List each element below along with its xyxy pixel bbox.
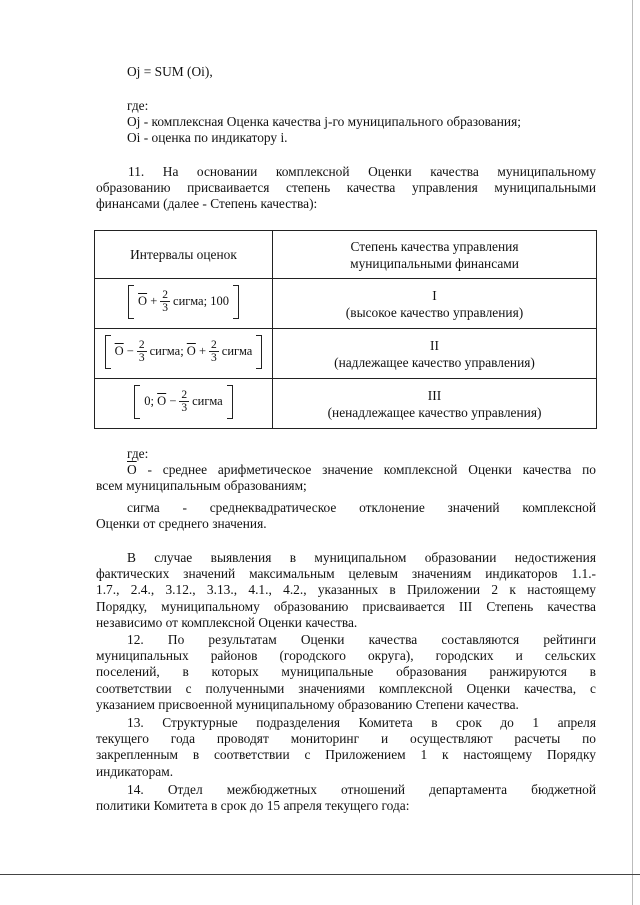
where-label: где: bbox=[127, 98, 149, 113]
paragraph-12: 12. По результатам Оценки качества составляются рейтинги муниципальных районов (городского округа), городских и сельских поселений, в которых муниципальные образования ранжируются в соответствии с полученными значениями комплексной Оценки качества, с указанием присвоенной муниципальному образованию Степени качества. bbox=[96, 632, 596, 712]
degree-iii: III (ненадлежащее качество управления) bbox=[273, 379, 597, 429]
interval-adequate bbox=[95, 329, 273, 379]
interval-inadequate bbox=[95, 379, 273, 429]
where-label-2: где: bbox=[127, 446, 149, 461]
definition-oj: Oj - комплексная Оценка качества j-го муниципального образования; bbox=[127, 114, 521, 129]
degree-ii: II (надлежащее качество управления) bbox=[273, 329, 597, 379]
page-bottom-rule bbox=[0, 874, 640, 875]
page-edge bbox=[632, 0, 633, 905]
degree-i: I (высокое качество управления) bbox=[273, 279, 597, 329]
definition-sigma: сигма - среднеквадратическое отклонение значений комплексной Оценки от среднего значения. bbox=[96, 500, 596, 532]
formula: Oj = SUM (Oi), bbox=[127, 64, 213, 79]
quality-degree-table bbox=[94, 230, 597, 429]
paragraph-11: 11. На основании комплексной Оценки качества муниципальному образованию присваивается степень качества управления муниципальными финансами (далее - Степень качества): bbox=[96, 164, 596, 212]
paragraph-case: В случае выявления в муниципальном образовании недостижения фактических значений максимальным целевым значениям индикаторов 1.1.- 1.7., 2.4., 3.12., 3.13., 4.1., 4.2., указанных в Приложении 2 к настоящему Порядку, муниципальному образованию присваивается III Степень качества независимо от комплексной Оценки качества. bbox=[96, 550, 596, 630]
interval-formula-1: $\overline{O}$ + $\frac{2}{3}$ сигма ; 100 bbox=[128, 285, 239, 319]
paragraph-13: 13. Структурные подразделения Комитета в срок до 1 апреля текущего года проводят мониторинг и осуществляют расчеты по закрепленным в соответствии с Приложением 1 к настоящему Порядку индикаторам. bbox=[96, 715, 596, 779]
definition-oi: Oi - оценка по индикатору i. bbox=[127, 130, 288, 145]
interval-high bbox=[95, 279, 273, 329]
paragraph-14: 14. Отдел межбюджетных отношений департамента бюджетной политики Комитета в срок до 15 апреля текущего года: bbox=[96, 782, 596, 814]
interval-formula-3: 0; $\overline{O}$ − $\frac{2}{3}$ сигма bbox=[134, 385, 232, 419]
header-degree: Степень качества управления муниципальными финансами bbox=[273, 231, 597, 279]
interval-formula-2: $\overline{O}$ − $\frac{2}{3}$ сигма ; $\overline{O}$ + $\frac{2}{3}$ сигма bbox=[105, 335, 263, 369]
header-intervals: Интервалы оценок bbox=[95, 231, 273, 279]
definition-o-mean: $\overline{O}$ - среднее арифметическое значение комплексной Оценки качества по всем муниципальным образованиям; bbox=[96, 462, 596, 494]
